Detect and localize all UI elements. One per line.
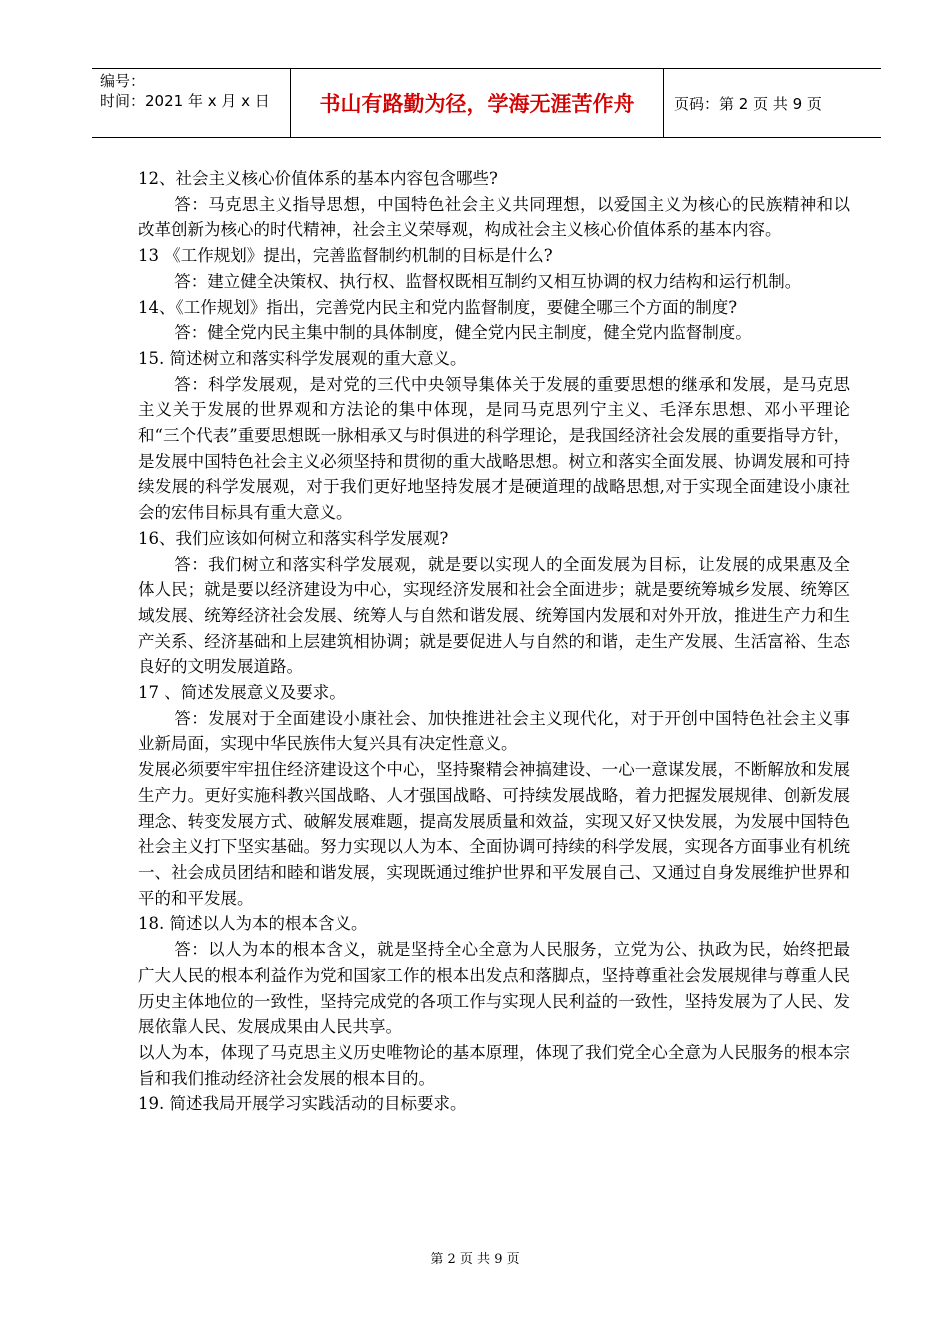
question-12: 12、社会主义核心价值体系的基本内容包含哪些? (138, 169, 498, 188)
answer-17-continued: 发展必须要牢牢扭住经济建设这个中心，坚持聚精会神搞建设、一心一意谋发展，不断解放和发展生产力。更好实施科教兴国战略、人才强国战略、可持续发展战略，着力把握发展规律、创新发展理念、转变发展方式、破解发展难题，提高发展质量和效益，实现又好又快发展，为发展中国特色社会主义打下坚实基础。努力实现以人为本、全面协调可持续的科学发展，实现各方面事业有机统一、社会成员团结和睦和谐发展，实现既通过维护世界和平发展自己、又通过自身发展维护世界和平的和平发展。 (138, 760, 850, 908)
answer-18-continued: 以人为本，体现了马克思主义历史唯物论的基本原理，体现了我们党全心全意为人民服务的根本宗旨和我们推动经济社会发展的根本目的。 (138, 1042, 850, 1088)
answer-12: 答：马克思主义指导思想，中国特色社会主义共同理想，以爱国主义为核心的民族精神和以改革创新为核心的时代精神，社会主义荣辱观，构成社会主义核心价值体系的基本内容。 (138, 194, 850, 240)
answer-13: 答：建立健全决策权、执行权、监督权既相互制约又相互协调的权力结构和运行机制。 (174, 271, 802, 291)
answer-16: 答：我们树立和落实科学发展观，就是要以实现人的全面发展为目标，让发展的成果惠及全体人民；就是要以经济建设为中心，实现经济发展和社会全面进步；就是要统筹城乡发展、统筹区域发展、统筹经济社会发展、统筹人与自然和谐发展、统筹国内发展和对外开放，推进生产力和生产关系、经济基础和上层建筑相协调；就是要促进人与自然的和谐，走生产发展、生活富裕、生态良好的文明发展道路。 (138, 554, 850, 677)
question-15: 15. 简述树立和落实科学发展观的重大意义。 (138, 348, 467, 368)
header-meta (92, 69, 291, 137)
question-17: 17 、简述发展意义及要求。 (138, 683, 346, 703)
document-body (138, 166, 850, 1117)
time-label: 时间：2021 年 x 月 x 日 (100, 92, 270, 110)
question-13: 13 《工作规划》提出，完善监督制约机制的目标是什么? (138, 246, 553, 266)
header-table (92, 68, 881, 138)
page-footer (0, 1248, 950, 1267)
answer-17: 答：发展对于全面建设小康社会、加快推进社会主义现代化，对于开创中国特色社会主义事业新局面，实现中华民族伟大复兴具有决定性意义。 (138, 708, 850, 754)
answer-18: 答：以人为本的根本含义，就是坚持全心全意为人民服务，立党为公、执政为民，始终把最广大人民的根本利益作为党和国家工作的根本出发点和落脚点，坚持尊重社会发展规律与尊重人民历史主体地位的一致性，坚持完成党的各项工作与实现人民利益的一致性，坚持发展为了人民、发展依靠人民、发展成果由人民共享。 (138, 940, 850, 1037)
header-page-label: 页码：第 2 页 共 9 页 (674, 94, 822, 113)
header-motto: 书山有路勤为径，学海无涯苦作舟 (291, 69, 664, 137)
serial-label: 编号： (100, 72, 146, 90)
answer-14: 答：健全党内民主集中制的具体制度，健全党内民主制度，健全党内监督制度。 (174, 323, 752, 343)
question-16: 16、我们应该如何树立和落实科学发展观? (138, 528, 449, 548)
question-14: 14、《工作规划》指出，完善党内民主和党内监督制度，要健全哪三个方面的制度? (138, 297, 738, 317)
answer-15: 答：科学发展观，是对党的三代中央领导集体关于发展的重要思想的继承和发展，是马克思主义关于发展的世界观和方法论的集中体现，是同马克思列宁主义、毛泽东思想、邓小平理论和“三个代表”重要思想既一脉相承又与时俱进的科学理论，是我国经济社会发展的重要指导方针，是发展中国特色社会主义必须坚持和贯彻的重大战略思想。树立和落实全面发展、协调发展和可持续发展的科学发展观，对于我们更好地坚持发展才是硬道理的战略思想,对于实现全面建设小康社会的宏伟目标具有重大意义。 (138, 374, 850, 523)
question-19: 19. 简述我局开展学习实践活动的目标要求。 (138, 1094, 467, 1114)
footer-page-number: 第 2 页 共 9 页 (430, 1252, 520, 1267)
question-18: 18. 简述以人为本的根本含义。 (138, 914, 368, 934)
